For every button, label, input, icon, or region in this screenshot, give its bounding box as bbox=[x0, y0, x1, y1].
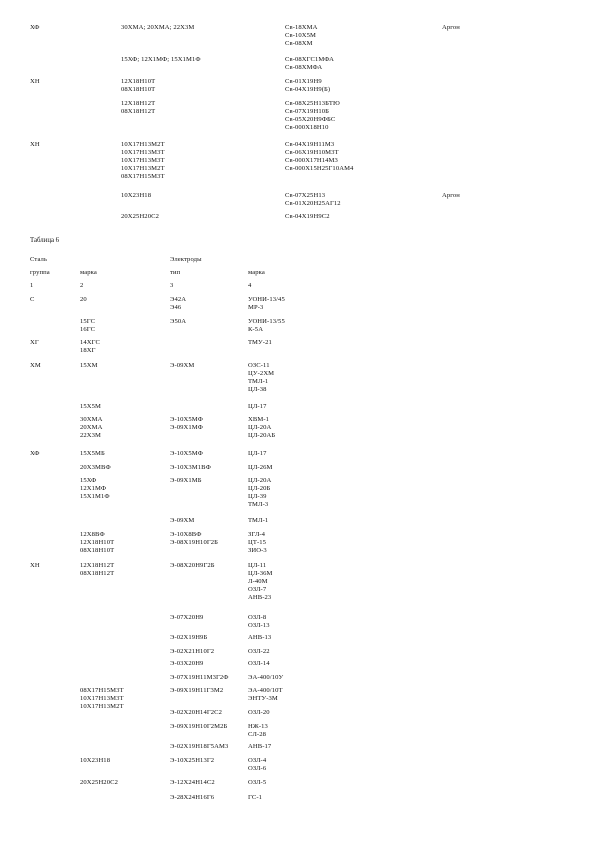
electrode-type bbox=[170, 450, 203, 458]
electrode-brand-line: ОЗЛ-7 bbox=[248, 586, 267, 593]
electrode-type bbox=[170, 517, 194, 525]
electrode-brand-line: ЦЛ-20А bbox=[248, 424, 272, 431]
col-type: тип bbox=[170, 269, 181, 276]
electrode-brand-line: МР-3 bbox=[248, 304, 264, 311]
steel-group bbox=[30, 562, 40, 570]
top-group: ХН bbox=[30, 78, 40, 85]
electrode-type bbox=[170, 464, 211, 472]
electrode-brand-line: ЦЛ-38 bbox=[248, 386, 267, 393]
col-num: 3 bbox=[170, 282, 174, 289]
electrode-brand bbox=[248, 743, 271, 751]
top-gas: Аргон bbox=[442, 24, 460, 31]
steel-group bbox=[30, 450, 40, 458]
electrode-brand-line: ЦЛ-17 bbox=[248, 403, 267, 410]
electrode-brand bbox=[248, 517, 268, 525]
electrode-type bbox=[170, 743, 228, 751]
electrode-brand-line: АНВ-23 bbox=[248, 594, 272, 601]
electrode-brand bbox=[248, 757, 266, 773]
steel-grade bbox=[80, 477, 110, 501]
electrode-type-line: Э-10Х3М1ВФ bbox=[170, 464, 211, 471]
electrode-brand-line: ТМЛ-1 bbox=[248, 517, 269, 524]
electrode-brand bbox=[248, 709, 270, 717]
electrode-brand-line: ТМЛ-1 bbox=[248, 378, 269, 385]
electrode-brand bbox=[248, 464, 273, 472]
top-wire: Св-01Х19Н9 Св-04Х19Н9(Б) bbox=[285, 78, 331, 93]
electrode-brand-line: ЦЛ-20Б bbox=[248, 485, 271, 492]
electrode-brand-line: ГС-1 bbox=[248, 794, 263, 801]
steel-group-line: ХФ bbox=[30, 450, 40, 457]
electrode-brand-line: ОЗЛ-13 bbox=[248, 622, 270, 629]
electrode-type bbox=[170, 687, 223, 695]
electrode-brand-line: ЦТ-15 bbox=[248, 539, 267, 546]
electrode-brand-line: ОЗС-11 bbox=[248, 362, 270, 369]
electrode-brand bbox=[248, 779, 266, 787]
electrode-brand-line: ЦЛ-17 bbox=[248, 450, 267, 457]
top-steels: 10Х17Н13М2Т 10Х17Н13М3Т 10Х17Н13М3Т 10Х17Н13М2Т 08Х17Н15М3Т bbox=[121, 141, 165, 180]
electrode-brand-line: ЦЛ-36М bbox=[248, 570, 273, 577]
steel-group bbox=[30, 296, 35, 304]
top-gas: Аргон bbox=[442, 192, 460, 199]
electrode-type bbox=[170, 614, 203, 622]
electrode-type-line: Э-09Х1МФ bbox=[170, 424, 203, 431]
electrode-brand-line: ЗИО-3 bbox=[248, 547, 267, 554]
electrode-brand-line: ХВМ-1 bbox=[248, 416, 270, 423]
electrode-brand bbox=[248, 723, 268, 739]
electrode-brand bbox=[248, 403, 267, 411]
electrode-type-line: Э-09Х1МБ bbox=[170, 477, 202, 484]
steel-grade-line: 12Х18Н10Т bbox=[80, 539, 115, 546]
electrode-type-line: Э-02Х21Н10Г2 bbox=[170, 648, 215, 655]
electrode-type bbox=[170, 416, 203, 432]
top-wire: Св-07Х25Н13 Св-01Х20Н25АГ12 bbox=[285, 192, 341, 207]
electrode-type-line: Э-02Х19Н9Б bbox=[170, 634, 208, 641]
col-num: 4 bbox=[248, 282, 252, 289]
electrode-type bbox=[170, 709, 222, 717]
steel-grade-line: 10Х23Н18 bbox=[80, 757, 111, 764]
steel-grade-line: 22Х3М bbox=[80, 432, 102, 439]
steel-grade-line: 12Х8ВФ bbox=[80, 531, 105, 538]
steel-grade bbox=[80, 464, 111, 472]
electrode-brand bbox=[248, 660, 270, 668]
electrode-brand-line: ЭНТУ-3М bbox=[248, 695, 278, 702]
electrode-brand bbox=[248, 648, 270, 656]
electrode-type bbox=[170, 362, 194, 370]
top-steels: 12Х18Н12Т 08Х18Н12Т bbox=[121, 100, 156, 115]
electrode-type bbox=[170, 562, 215, 570]
electrode-brand bbox=[248, 562, 273, 602]
steel-grade bbox=[80, 403, 101, 411]
steel-grade-line: 20ХМА bbox=[80, 424, 103, 431]
electrode-type bbox=[170, 531, 218, 547]
electrode-type-line: Э-10Х5МФ bbox=[170, 416, 203, 423]
electrode-type-line: Э-03Х20Н9 bbox=[170, 660, 204, 667]
electrode-brand-line: ОЗЛ-5 bbox=[248, 779, 267, 786]
electrode-brand bbox=[248, 450, 267, 458]
top-wire: Св-08Х25Н13БТЮ Св-07Х19Н10Б Св-05Х20Н9ФБС Св-000Х18Н10 bbox=[285, 100, 340, 131]
steel-grade-line: 10Х17Н13М3Т bbox=[80, 695, 124, 702]
electrode-type bbox=[170, 779, 215, 787]
steel-grade-line: 20Х25Н20С2 bbox=[80, 779, 118, 786]
electrode-type-line: Э-12Х24Н14С2 bbox=[170, 779, 215, 786]
steel-grade bbox=[80, 339, 100, 355]
electrode-brand-line: ЦЛ-39 bbox=[248, 493, 267, 500]
steel-grade-line: 20 bbox=[80, 296, 87, 303]
electrode-brand bbox=[248, 674, 283, 682]
steel-grade bbox=[80, 531, 114, 555]
top-steels: 30ХМА; 20ХМА; 22Х3М bbox=[121, 24, 195, 31]
electrode-brand bbox=[248, 339, 272, 347]
electrode-type bbox=[170, 674, 229, 682]
electrode-brand-line: Л-40М bbox=[248, 578, 268, 585]
electrode-type-line: Э-09Х19Н11Г3М2 bbox=[170, 687, 224, 694]
steel-grade bbox=[80, 757, 110, 765]
electrode-brand-line: АНВ-13 bbox=[248, 634, 272, 641]
electrode-brand bbox=[248, 416, 275, 440]
top-group: ХН bbox=[30, 141, 40, 148]
steel-grade bbox=[80, 779, 118, 787]
steel-grade bbox=[80, 296, 87, 304]
electrode-brand bbox=[248, 614, 270, 630]
header-electrodes: Электроды bbox=[170, 256, 202, 263]
electrode-brand-line: ОЗЛ-8 bbox=[248, 614, 267, 621]
electrode-type bbox=[170, 757, 214, 765]
electrode-type bbox=[170, 634, 207, 642]
electrode-type bbox=[170, 648, 214, 656]
electrode-type-line: Э-02Х20Н14Г2С2 bbox=[170, 709, 223, 716]
header-steel: Сталь bbox=[30, 256, 48, 263]
top-steels: 15ХФ; 12Х1МФ; 15Х1М1Ф bbox=[121, 56, 201, 63]
steel-grade bbox=[80, 450, 105, 458]
electrode-brand-line: ЭА-400/10Т bbox=[248, 687, 283, 694]
electrode-type bbox=[170, 477, 202, 485]
steel-grade bbox=[80, 318, 95, 334]
top-wire: Св-08ХГС1МФА Св-08ХМФА bbox=[285, 56, 335, 71]
steel-grade bbox=[80, 562, 114, 578]
electrode-type-line: Э-10Х25Н13Г2 bbox=[170, 757, 215, 764]
top-steels: 20Х25Н20С2 bbox=[121, 213, 159, 220]
electrode-type-line: Э-10Х8ВФ bbox=[170, 531, 202, 538]
electrode-type-line: Э-07Х19Н11М3Г2Ф bbox=[170, 674, 229, 681]
electrode-type-line: Э-08Х20Н9Г2Б bbox=[170, 562, 215, 569]
col-num: 1 bbox=[30, 282, 34, 289]
col-brand: марка bbox=[248, 269, 265, 276]
electrode-brand-line: ОЗЛ-14 bbox=[248, 660, 270, 667]
steel-grade-line: 30ХМА bbox=[80, 416, 103, 423]
top-steels: 10Х23Н18 bbox=[121, 192, 152, 199]
steel-grade-line: 15ХФ bbox=[80, 477, 97, 484]
electrode-brand-line: АНВ-17 bbox=[248, 743, 272, 750]
electrode-brand-line: ЦУ-2ХМ bbox=[248, 370, 275, 377]
steel-grade bbox=[80, 416, 102, 440]
electrode-brand-line: ЭА-400/10У bbox=[248, 674, 284, 681]
electrode-type-line: Э-08Х19Н10Г2Б bbox=[170, 539, 219, 546]
electrode-type-line: Э50А bbox=[170, 318, 187, 325]
electrode-type bbox=[170, 794, 214, 802]
top-group: ХФ bbox=[30, 24, 40, 31]
steel-grade-line: 15ХМ bbox=[80, 362, 98, 369]
electrode-type bbox=[170, 318, 186, 326]
electrode-type-line: Э-28Х24Н16Г6 bbox=[170, 794, 215, 801]
electrode-brand-line: ТМУ-21 bbox=[248, 339, 272, 346]
electrode-type-line: Э46 bbox=[170, 304, 182, 311]
steel-grade-line: 12Х18Н12Т bbox=[80, 562, 115, 569]
electrode-brand bbox=[248, 362, 274, 394]
top-wire: Св-18ХМА Св-10Х5М Св-08ХМ bbox=[285, 24, 318, 47]
electrode-brand-line: ЦЛ-26М bbox=[248, 464, 273, 471]
electrode-type-line: Э-09ХМ bbox=[170, 517, 195, 524]
col-grade: марка bbox=[80, 269, 97, 276]
electrode-brand-line: ЦЛ-11 bbox=[248, 562, 267, 569]
steel-group-line: ХМ bbox=[30, 362, 41, 369]
electrode-brand-line: ЦЛ-20А bbox=[248, 477, 272, 484]
steel-grade-line: 08Х17Н15М3Т bbox=[80, 687, 124, 694]
steel-grade bbox=[80, 687, 124, 711]
steel-grade-line: 15Х1М1Ф bbox=[80, 493, 110, 500]
electrode-type bbox=[170, 723, 227, 731]
col-group: группа bbox=[30, 269, 50, 276]
electrode-brand bbox=[248, 531, 267, 555]
steel-group-line: ХН bbox=[30, 562, 40, 569]
col-num: 2 bbox=[80, 282, 84, 289]
electrode-brand bbox=[248, 296, 285, 312]
electrode-brand-line: СЛ-28 bbox=[248, 731, 266, 738]
steel-grade-line: 08Х18Н12Т bbox=[80, 570, 115, 577]
electrode-type-line: Э42А bbox=[170, 296, 187, 303]
steel-group bbox=[30, 362, 41, 370]
steel-grade-line: 14ХГС bbox=[80, 339, 100, 346]
electrode-brand-line: ОЗЛ-4 bbox=[248, 757, 267, 764]
steel-grade-line: 08Х18Н10Т bbox=[80, 547, 115, 554]
steel-grade-line: 18ХГ bbox=[80, 347, 96, 354]
steel-grade-line: 15Х5МБ bbox=[80, 450, 105, 457]
electrode-type-line: Э-02Х19Н18Г5АМ3 bbox=[170, 743, 229, 750]
electrode-type-line: Э-07Х20Н9 bbox=[170, 614, 204, 621]
steel-group-line: С bbox=[30, 296, 35, 303]
top-wire: Св-04Х19Н9С2 bbox=[285, 213, 330, 220]
electrode-type bbox=[170, 296, 186, 312]
electrode-brand bbox=[248, 687, 283, 703]
table-caption: Таблица 6 bbox=[30, 237, 60, 244]
top-wire: Св-04Х19Н11М3 Св-06Х19Н10М3Т Св-000Х17Н14М3 Св-000Х15Н25Г10АМ4 bbox=[285, 141, 354, 172]
steel-grade-line: 20Х3МВФ bbox=[80, 464, 111, 471]
steel-grade-line: 16ГС bbox=[80, 326, 96, 333]
steel-group-line: ХГ bbox=[30, 339, 39, 346]
electrode-brand-line: ЦЛ-20АБ bbox=[248, 432, 276, 439]
steel-grade-line: 15ГС bbox=[80, 318, 96, 325]
steel-grade-line: 10Х17Н13М2Т bbox=[80, 703, 124, 710]
steel-grade-line: 12Х1МФ bbox=[80, 485, 107, 492]
electrode-brand bbox=[248, 477, 271, 509]
steel-grade bbox=[80, 362, 98, 370]
electrode-type-line: Э-10Х5МФ bbox=[170, 450, 203, 457]
electrode-brand bbox=[248, 318, 285, 334]
electrode-brand bbox=[248, 794, 262, 802]
electrode-type-line: Э-09Х19Н10Г2М2Б bbox=[170, 723, 228, 730]
electrode-brand-line: НЖ-13 bbox=[248, 723, 268, 730]
electrode-brand-line: ОЗЛ-22 bbox=[248, 648, 270, 655]
electrode-brand-line: ОЗЛ-6 bbox=[248, 765, 267, 772]
electrode-brand-line: УОНИ-13/45 bbox=[248, 296, 285, 303]
electrode-type bbox=[170, 660, 203, 668]
electrode-type-line: Э-09ХМ bbox=[170, 362, 195, 369]
steel-group bbox=[30, 339, 39, 347]
steel-grade-line: 15Х5М bbox=[80, 403, 102, 410]
electrode-brand-line: ТМЛ-3 bbox=[248, 501, 269, 508]
electrode-brand-line: ЗГЛ-4 bbox=[248, 531, 266, 538]
electrode-brand-line: УОНИ-13/55 bbox=[248, 318, 285, 325]
electrode-brand bbox=[248, 634, 271, 642]
top-steels: 12Х18Н10Т 08Х18Н10Т bbox=[121, 78, 156, 93]
electrode-brand-line: К-5А bbox=[248, 326, 264, 333]
electrode-brand-line: ОЗЛ-20 bbox=[248, 709, 270, 716]
